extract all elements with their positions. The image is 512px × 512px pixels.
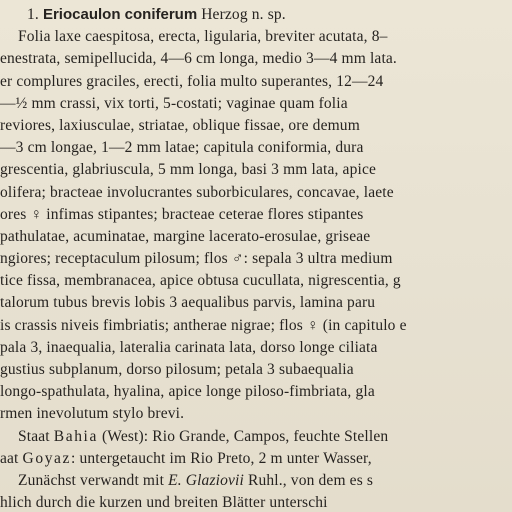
- text-line: tice fissa, membranacea, apice obtusa cucullata, nigrescentia, g: [0, 272, 401, 290]
- text-line: —3 cm longae, 1—2 mm latae; capitula coniformia, dura: [0, 139, 364, 157]
- locality-prefix: Staat: [18, 427, 54, 445]
- text-line: pathulatae, acuminatae, margine lacerato-erosulae, griseae: [0, 227, 371, 245]
- text-line: ores ♀ infimas stipantes; bracteae ceterae flores stipantes: [0, 205, 364, 223]
- species-author: Herzog n. sp.: [201, 6, 286, 23]
- note-text: Zunächst verwandt mit: [18, 471, 169, 489]
- text-line: Folia laxe caespitosa, erecta, ligularia, breviter acutata, 8–: [18, 28, 388, 46]
- locality-region: Goyaz: [22, 449, 71, 467]
- text-line: pala 3, inaequalia, lateralia carinata lata, dorso longe ciliata: [0, 338, 378, 356]
- locality-detail: (West): Rio Grande, Campos, feuchte Stellen: [97, 427, 389, 445]
- text-line: rmen inevolutum stylo brevi.: [0, 405, 185, 423]
- text-line: is crassis niveis fimbriatis; antherae nigrae; flos ♀ (in capitulo e: [0, 316, 407, 334]
- note-text: Ruhl., von dem es s: [243, 471, 374, 489]
- text-line: —½ mm crassi, vix torti, 5-costati; vaginae quam folia: [0, 94, 348, 112]
- text-line: enestrata, semipellucida, 4—6 cm longa, medio 3—4 mm lata.: [0, 50, 397, 68]
- species-name: Eriocaulon coniferum: [42, 6, 198, 23]
- locality-bahia: [0, 426, 512, 448]
- text-line: talorum tubus brevis lobis 3 aequalibus parvis, lamina paru: [0, 294, 376, 312]
- related-species: E. Glaziovii: [168, 471, 244, 489]
- text-line: hlich durch die kurzen und breiten Blätter unterschi: [0, 494, 328, 512]
- affinity-note: [0, 470, 512, 492]
- locality-prefix: aat: [0, 449, 23, 467]
- text-line: gustius subplanum, dorso pilosum; petala 3 subaequalia: [0, 361, 354, 378]
- page-text-block: [0, 4, 512, 512]
- locality-region: Bahia: [53, 427, 98, 445]
- text-line: olifera; bracteae involucrantes suborbiculares, concavae, laete: [0, 183, 394, 201]
- locality-goyaz: [0, 448, 512, 470]
- species-heading: [0, 4, 512, 26]
- locality-detail: : untergetaucht im Rio Preto, 2 m unter Wasser,: [71, 449, 372, 467]
- text-line: reviores, laxiusculae, striatae, oblique fissae, ore demum: [0, 116, 360, 134]
- text-line: longo-spathulata, hyalina, apice longe piloso-fimbriata, gla: [0, 383, 375, 401]
- species-number: 1.: [27, 6, 39, 23]
- text-line: er complures graciles, erecti, folia multo superantes, 12—24: [0, 72, 384, 90]
- text-line: ngiores; receptaculum pilosum; flos ♂: sepala 3 ultra medium: [0, 250, 393, 268]
- text-line: grescentia, glabriuscula, 5 mm longa, basi 3 mm lata, apice: [0, 161, 376, 179]
